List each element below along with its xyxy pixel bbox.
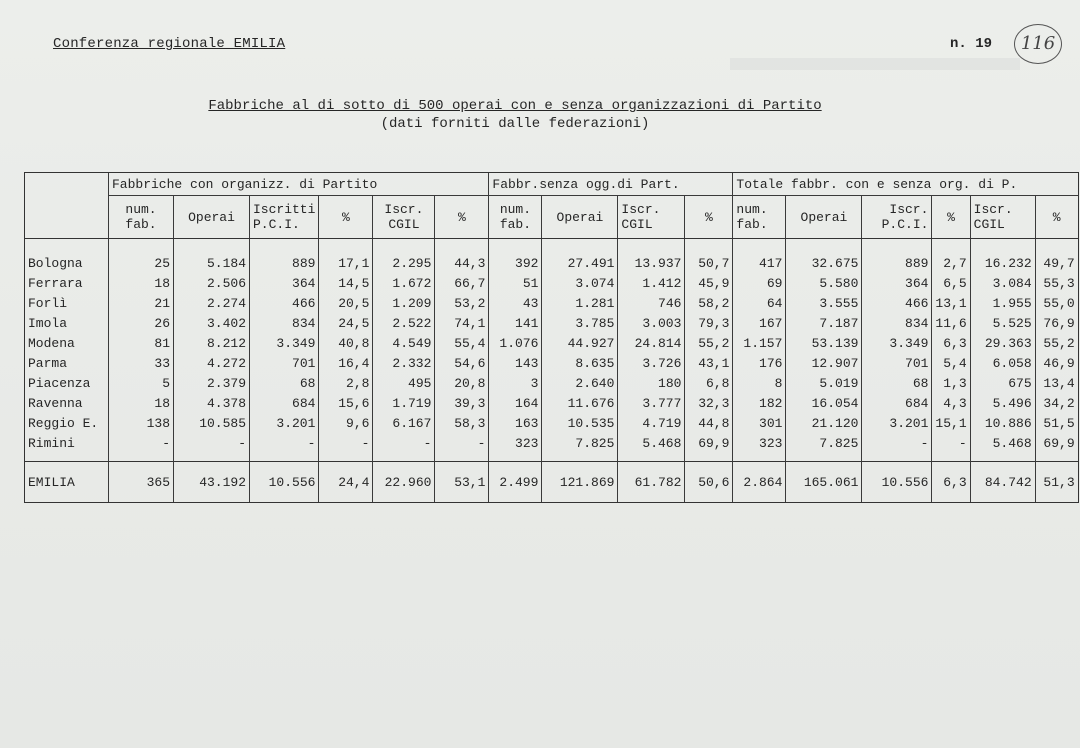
table-cell: 2,8 bbox=[319, 373, 373, 393]
table-cell: 10.535 bbox=[542, 413, 618, 433]
table-cell: 2.522 bbox=[373, 313, 435, 333]
table-cell: 16.232 bbox=[970, 239, 1035, 274]
city-name: Parma bbox=[25, 353, 109, 373]
table-row bbox=[25, 333, 1079, 353]
table-cell: 64 bbox=[733, 293, 786, 313]
table-cell: 34,2 bbox=[1035, 393, 1078, 413]
group-without-party: Fabbr.senza ogg.di Part. bbox=[489, 173, 733, 196]
table-cell: 176 bbox=[733, 353, 786, 373]
table-cell: 4.378 bbox=[174, 393, 250, 413]
page-number: n. 19 bbox=[950, 36, 993, 52]
table-cell: 182 bbox=[733, 393, 786, 413]
table-cell: 701 bbox=[862, 353, 932, 373]
table-cell: 6,5 bbox=[932, 273, 970, 293]
table-cell: 29.363 bbox=[970, 333, 1035, 353]
table-cell: 3.402 bbox=[174, 313, 250, 333]
table-cell: 164 bbox=[489, 393, 542, 413]
table-cell: 15,1 bbox=[932, 413, 970, 433]
table-cell: - bbox=[932, 433, 970, 462]
table-cell: 20,8 bbox=[435, 373, 489, 393]
total-cell: 84.742 bbox=[970, 462, 1035, 503]
table-cell: - bbox=[109, 433, 174, 462]
group-with-party: Fabbriche con organizz. di Partito bbox=[109, 173, 489, 196]
table-cell: 1.672 bbox=[373, 273, 435, 293]
table-cell: 81 bbox=[109, 333, 174, 353]
col-header: Iscr. CGIL bbox=[618, 196, 685, 239]
group-header-row bbox=[25, 173, 1079, 196]
city-name: Reggio E. bbox=[25, 413, 109, 433]
table-row bbox=[25, 393, 1079, 413]
col-header: % bbox=[932, 196, 970, 239]
table-cell: 55,2 bbox=[1035, 333, 1078, 353]
table-cell: 675 bbox=[970, 373, 1035, 393]
total-cell: 51,3 bbox=[1035, 462, 1078, 503]
table-cell: 69 bbox=[733, 273, 786, 293]
table-cell: 834 bbox=[250, 313, 319, 333]
table-cell: 40,8 bbox=[319, 333, 373, 353]
col-header: num. fab. bbox=[489, 196, 542, 239]
table-cell: 8 bbox=[733, 373, 786, 393]
table-cell: 11,6 bbox=[932, 313, 970, 333]
total-cell: 50,6 bbox=[685, 462, 733, 503]
table-cell: 4,3 bbox=[932, 393, 970, 413]
total-cell: 165.061 bbox=[786, 462, 862, 503]
table-cell: 54,6 bbox=[435, 353, 489, 373]
table-cell: 167 bbox=[733, 313, 786, 333]
table-cell: 11.676 bbox=[542, 393, 618, 413]
total-row bbox=[25, 462, 1079, 503]
table-cell: - bbox=[250, 433, 319, 462]
table-cell: 392 bbox=[489, 239, 542, 274]
total-cell: 365 bbox=[109, 462, 174, 503]
table-cell: 6.167 bbox=[373, 413, 435, 433]
table-cell: 495 bbox=[373, 373, 435, 393]
col-header: Operai bbox=[542, 196, 618, 239]
table-cell: 466 bbox=[250, 293, 319, 313]
col-header: % bbox=[319, 196, 373, 239]
table-cell: 323 bbox=[733, 433, 786, 462]
table-title: Fabbriche al di sotto di 500 operai con e senza organizzazioni di Partito bbox=[208, 98, 822, 114]
table-cell: 68 bbox=[250, 373, 319, 393]
city-name: Forlì bbox=[25, 293, 109, 313]
table-cell: 10.585 bbox=[174, 413, 250, 433]
table-cell: 3.349 bbox=[862, 333, 932, 353]
col-header: % bbox=[1035, 196, 1078, 239]
table-cell: 1.412 bbox=[618, 273, 685, 293]
table-cell: 3.003 bbox=[618, 313, 685, 333]
table-cell: - bbox=[435, 433, 489, 462]
archive-stamp: 116 bbox=[1014, 24, 1062, 64]
table-cell: 2.332 bbox=[373, 353, 435, 373]
table-cell: 889 bbox=[862, 239, 932, 274]
table-cell: 4.549 bbox=[373, 333, 435, 353]
table-cell: 417 bbox=[733, 239, 786, 274]
table-cell: 8.635 bbox=[542, 353, 618, 373]
table-cell: 74,1 bbox=[435, 313, 489, 333]
table-cell: 55,2 bbox=[685, 333, 733, 353]
table-cell: 2.506 bbox=[174, 273, 250, 293]
table-cell: 10.886 bbox=[970, 413, 1035, 433]
table-cell: 7.825 bbox=[786, 433, 862, 462]
col-header: num. fab. bbox=[109, 196, 174, 239]
table-cell: 3.785 bbox=[542, 313, 618, 333]
table-cell: 44,3 bbox=[435, 239, 489, 274]
table-cell: 12.907 bbox=[786, 353, 862, 373]
col-header: Iscr. CGIL bbox=[970, 196, 1035, 239]
table-cell: 138 bbox=[109, 413, 174, 433]
table-cell: 53,2 bbox=[435, 293, 489, 313]
table-cell: 16,4 bbox=[319, 353, 373, 373]
table-cell: 3.777 bbox=[618, 393, 685, 413]
table-cell: 53.139 bbox=[786, 333, 862, 353]
table-cell: 3.555 bbox=[786, 293, 862, 313]
table-row bbox=[25, 433, 1079, 462]
total-cell: 24,4 bbox=[319, 462, 373, 503]
col-header: % bbox=[435, 196, 489, 239]
table-cell: 834 bbox=[862, 313, 932, 333]
table-cell: 180 bbox=[618, 373, 685, 393]
factories-table bbox=[24, 172, 1079, 503]
table-cell: 15,6 bbox=[319, 393, 373, 413]
table-cell: 8.212 bbox=[174, 333, 250, 353]
table-cell: - bbox=[319, 433, 373, 462]
city-name: Modena bbox=[25, 333, 109, 353]
table-row bbox=[25, 373, 1079, 393]
table-cell: 1.157 bbox=[733, 333, 786, 353]
table-cell: 5 bbox=[109, 373, 174, 393]
table-cell: 701 bbox=[250, 353, 319, 373]
table-cell: 4.272 bbox=[174, 353, 250, 373]
city-name: Piacenza bbox=[25, 373, 109, 393]
table-cell: 68 bbox=[862, 373, 932, 393]
table-row bbox=[25, 239, 1079, 274]
table-cell: 26 bbox=[109, 313, 174, 333]
table-cell: 13,4 bbox=[1035, 373, 1078, 393]
table-cell: 33 bbox=[109, 353, 174, 373]
table-cell: 16.054 bbox=[786, 393, 862, 413]
total-cell: 53,1 bbox=[435, 462, 489, 503]
table-cell: 43,1 bbox=[685, 353, 733, 373]
table-cell: 18 bbox=[109, 273, 174, 293]
table-cell: 1.209 bbox=[373, 293, 435, 313]
table-cell: 44.927 bbox=[542, 333, 618, 353]
table-cell: 46,9 bbox=[1035, 353, 1078, 373]
city-name: Ferrara bbox=[25, 273, 109, 293]
table-cell: 76,9 bbox=[1035, 313, 1078, 333]
table-cell: 3.074 bbox=[542, 273, 618, 293]
table-row bbox=[25, 413, 1079, 433]
table-cell: 5.580 bbox=[786, 273, 862, 293]
table-cell: 7.825 bbox=[542, 433, 618, 462]
col-header: Iscr. CGIL bbox=[373, 196, 435, 239]
table-cell: 6.058 bbox=[970, 353, 1035, 373]
table-cell: 21 bbox=[109, 293, 174, 313]
city-column-header bbox=[25, 173, 109, 239]
table-row bbox=[25, 273, 1079, 293]
table-cell: 55,3 bbox=[1035, 273, 1078, 293]
table-cell: 1.281 bbox=[542, 293, 618, 313]
city-name: Imola bbox=[25, 313, 109, 333]
total-cell: 2.864 bbox=[733, 462, 786, 503]
table-cell: 13.937 bbox=[618, 239, 685, 274]
table-cell: 20,5 bbox=[319, 293, 373, 313]
table-cell: 684 bbox=[250, 393, 319, 413]
table-cell: 21.120 bbox=[786, 413, 862, 433]
table-cell: 69,9 bbox=[1035, 433, 1078, 462]
table-cell: 58,2 bbox=[685, 293, 733, 313]
table-cell: 6,8 bbox=[685, 373, 733, 393]
table-cell: 55,4 bbox=[435, 333, 489, 353]
table-cell: 889 bbox=[250, 239, 319, 274]
table-cell: 684 bbox=[862, 393, 932, 413]
table-cell: - bbox=[373, 433, 435, 462]
table-cell: 6,3 bbox=[932, 333, 970, 353]
table-cell: 43 bbox=[489, 293, 542, 313]
table-body bbox=[25, 239, 1079, 503]
group-total: Totale fabbr. con e senza org. di P. bbox=[733, 173, 1078, 196]
table-cell: 3.349 bbox=[250, 333, 319, 353]
table-cell: 2.640 bbox=[542, 373, 618, 393]
table-cell: 58,3 bbox=[435, 413, 489, 433]
table-cell: 5.525 bbox=[970, 313, 1035, 333]
table-cell: 3.201 bbox=[250, 413, 319, 433]
city-name: Ravenna bbox=[25, 393, 109, 413]
total-label: EMILIA bbox=[25, 462, 109, 503]
table-cell: 3.084 bbox=[970, 273, 1035, 293]
table-cell: 50,7 bbox=[685, 239, 733, 274]
table-cell: 32,3 bbox=[685, 393, 733, 413]
table-cell: 1.076 bbox=[489, 333, 542, 353]
table-cell: 79,3 bbox=[685, 313, 733, 333]
table-cell: 5.468 bbox=[970, 433, 1035, 462]
faded-bleed-through bbox=[730, 58, 1020, 70]
table-subtitle: (dati forniti dalle federazioni) bbox=[380, 116, 650, 132]
table-cell: 1,3 bbox=[932, 373, 970, 393]
table-cell: 66,7 bbox=[435, 273, 489, 293]
table-cell: 5.019 bbox=[786, 373, 862, 393]
col-header: num. fab. bbox=[733, 196, 786, 239]
table-cell: 323 bbox=[489, 433, 542, 462]
table-cell: 24.814 bbox=[618, 333, 685, 353]
col-header: Operai bbox=[174, 196, 250, 239]
total-cell: 10.556 bbox=[862, 462, 932, 503]
table-cell: 49,7 bbox=[1035, 239, 1078, 274]
table-cell: 3 bbox=[489, 373, 542, 393]
table-cell: 2.295 bbox=[373, 239, 435, 274]
table-cell: 69,9 bbox=[685, 433, 733, 462]
table-cell: 13,1 bbox=[932, 293, 970, 313]
table-cell: 32.675 bbox=[786, 239, 862, 274]
total-cell: 43.192 bbox=[174, 462, 250, 503]
table-cell: 746 bbox=[618, 293, 685, 313]
table-cell: 4.719 bbox=[618, 413, 685, 433]
table-cell: 3.726 bbox=[618, 353, 685, 373]
table-cell: 1.719 bbox=[373, 393, 435, 413]
total-cell: 6,3 bbox=[932, 462, 970, 503]
table-cell: 55,0 bbox=[1035, 293, 1078, 313]
table-cell: 3.201 bbox=[862, 413, 932, 433]
table-cell: 1.955 bbox=[970, 293, 1035, 313]
city-name: Bologna bbox=[25, 239, 109, 274]
table-cell: 466 bbox=[862, 293, 932, 313]
table-row bbox=[25, 353, 1079, 373]
table-cell: 143 bbox=[489, 353, 542, 373]
col-header: % bbox=[685, 196, 733, 239]
table-cell: 9,6 bbox=[319, 413, 373, 433]
table-cell: 14,5 bbox=[319, 273, 373, 293]
table-cell: 27.491 bbox=[542, 239, 618, 274]
table-cell: - bbox=[174, 433, 250, 462]
total-cell: 121.869 bbox=[542, 462, 618, 503]
table-cell: 51 bbox=[489, 273, 542, 293]
col-header: Operai bbox=[786, 196, 862, 239]
table-cell: 5.496 bbox=[970, 393, 1035, 413]
table-cell: 25 bbox=[109, 239, 174, 274]
table-cell: 141 bbox=[489, 313, 542, 333]
table-cell: 5.184 bbox=[174, 239, 250, 274]
table-cell: 163 bbox=[489, 413, 542, 433]
city-name: Rimini bbox=[25, 433, 109, 462]
table-cell: 5.468 bbox=[618, 433, 685, 462]
table-cell: 39,3 bbox=[435, 393, 489, 413]
total-cell: 10.556 bbox=[250, 462, 319, 503]
table-cell: 18 bbox=[109, 393, 174, 413]
table-cell: 51,5 bbox=[1035, 413, 1078, 433]
table-cell: 364 bbox=[250, 273, 319, 293]
table-cell: 45,9 bbox=[685, 273, 733, 293]
col-header: Iscritti P.C.I. bbox=[250, 196, 319, 239]
conference-header: Conferenza regionale EMILIA bbox=[53, 36, 286, 52]
total-cell: 61.782 bbox=[618, 462, 685, 503]
table-cell: 364 bbox=[862, 273, 932, 293]
total-cell: 2.499 bbox=[489, 462, 542, 503]
table-cell: 2,7 bbox=[932, 239, 970, 274]
table-cell: 2.274 bbox=[174, 293, 250, 313]
table-cell: 17,1 bbox=[319, 239, 373, 274]
table-cell: 301 bbox=[733, 413, 786, 433]
table-cell: 5,4 bbox=[932, 353, 970, 373]
table-row bbox=[25, 293, 1079, 313]
table-cell: 7.187 bbox=[786, 313, 862, 333]
table-cell: - bbox=[862, 433, 932, 462]
col-header: Iscr. P.C.I. bbox=[862, 196, 932, 239]
table-cell: 24,5 bbox=[319, 313, 373, 333]
table-cell: 2.379 bbox=[174, 373, 250, 393]
total-cell: 22.960 bbox=[373, 462, 435, 503]
column-header-row bbox=[25, 196, 1079, 239]
table-cell: 44,8 bbox=[685, 413, 733, 433]
table-row bbox=[25, 313, 1079, 333]
